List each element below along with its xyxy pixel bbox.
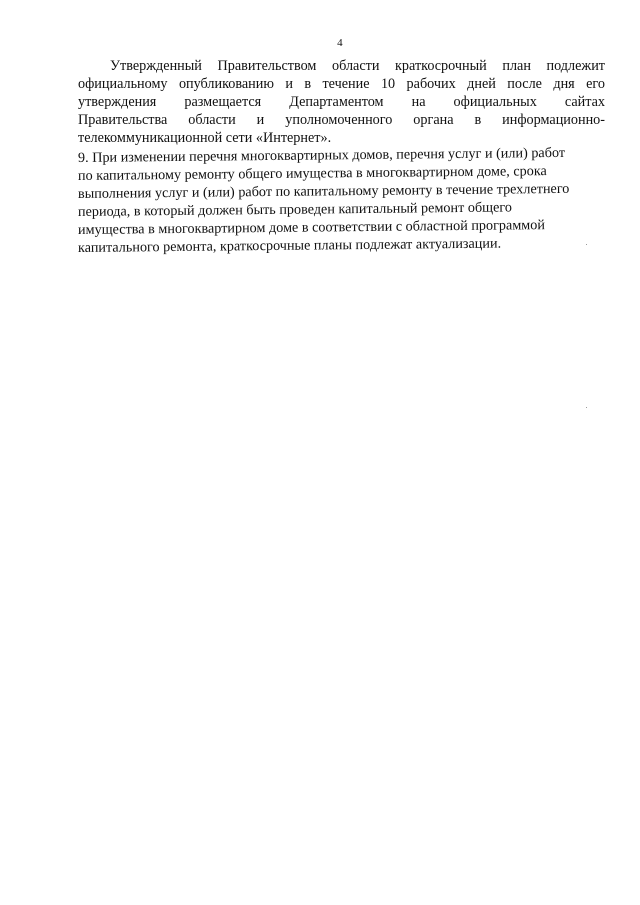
paragraph-line: выполнения услуг и (или) работ по капитальному ремонту в течение трехлетнего xyxy=(77,180,570,202)
scan-speck xyxy=(586,407,587,408)
paragraph-line: телекоммуникационной сети «Интернет». xyxy=(78,130,332,146)
paragraph-line: утверждения размещается Департаментом на официальных сайтах xyxy=(78,94,605,110)
paragraph-line: 9. При изменении перечня многоквартирных домов, перечня услуг и (или) работ xyxy=(77,144,566,166)
paragraph-line: имущества в многоквартирном доме в соответствии с областной программой xyxy=(77,217,546,238)
paragraph-line: по капитальному ремонту общего имущества в многоквартирном доме, срока xyxy=(77,163,547,184)
paragraph-line: капитального ремонта, краткосрочные планы подлежат актуализации. xyxy=(77,235,502,256)
paragraph-line: Правительства области и уполномоченного органа в информационно- xyxy=(78,112,605,128)
paragraph-line: периода, в который должен быть проведен капитальный ремонт общего xyxy=(77,199,512,220)
paragraph-line: Утвержденный Правительством области краткосрочный план подлежит xyxy=(110,58,605,74)
scan-speck xyxy=(586,244,587,245)
paragraph-line: официальному опубликованию и в течение 10 рабочих дней после дня его xyxy=(78,76,605,92)
page-number: 4 xyxy=(337,37,343,49)
